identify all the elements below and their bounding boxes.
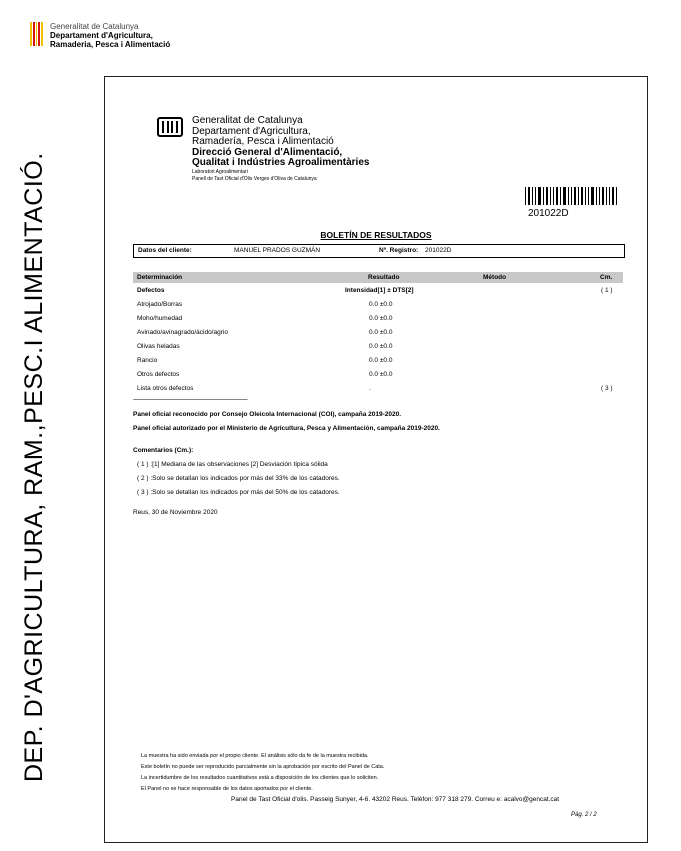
- row-determinacion: Atrojado/Borras: [137, 301, 183, 308]
- table-row: [133, 287, 623, 299]
- document-title: BOLETÍN DE RESULTADOS: [320, 230, 432, 240]
- inst-line4: Direcció General d'Alimentació,: [192, 146, 343, 158]
- header-line1: Generalitat de Catalunya: [50, 22, 139, 31]
- header-resultado: Resultado: [368, 274, 400, 281]
- registro-value: 201022D: [425, 247, 452, 254]
- table-row: [133, 357, 623, 369]
- document-title-wrap: [105, 225, 647, 243]
- header-line3: Ramaderia, Pesca i Alimentació: [50, 40, 171, 49]
- table-row: [133, 329, 623, 341]
- comment-item: ( 3 ) :Solo se detallan los indicados por más del 50% de los catadores.: [137, 489, 340, 496]
- comment-item: ( 2 ) :Solo se detallan los indicados por más del 33% de los catadores.: [137, 475, 340, 482]
- row-resultado: Intensidad[1] ± DTS[2]: [345, 287, 414, 294]
- header-line2: Departament d'Agricultura,: [50, 31, 153, 40]
- row-determinacion: Defectos: [137, 287, 165, 294]
- row-determinacion: Rancio: [137, 357, 158, 364]
- row-determinacion: Moho/humedad: [137, 315, 183, 322]
- header-cm: Cm.: [600, 274, 613, 281]
- client-name: MANUEL PRADOS GUZMÁN: [234, 247, 321, 254]
- footnote: Este boletín no puede ser reproducido parcialmente sin la aprobación por escrito del Panel de Cata.: [141, 764, 385, 770]
- document-date: Reus, 30 de Noviembre 2020: [133, 509, 218, 516]
- footnote: La incertidumbre de los resultados cuantitativos está a disposición de los clientes que lo soliciten.: [141, 775, 379, 781]
- footnote: La muestra ha sido enviada por el propio cliente. El análisis sólo da fe de la muestra recibida.: [141, 753, 369, 759]
- separator-dashes: -------------------------------------------------------------------------: [133, 396, 248, 403]
- institution-block: [157, 116, 369, 183]
- barcode-number: 201022D: [528, 208, 569, 219]
- table-row: [133, 343, 623, 355]
- row-cm: ( 3 ): [601, 385, 613, 392]
- generalitat-stripes-icon: [30, 22, 44, 46]
- barcode-icon: [525, 187, 621, 205]
- table-header: [133, 272, 623, 283]
- inst-line1: Generalitat de Catalunya: [192, 115, 303, 126]
- table-row: [133, 371, 623, 383]
- row-determinacion: Olivas heladas: [137, 343, 180, 350]
- client-box: [133, 244, 625, 258]
- row-resultado: 0.0 ±0.0: [369, 357, 393, 364]
- header-metodo: Método: [483, 274, 507, 281]
- row-resultado: 0.0 ±0.0: [369, 371, 393, 378]
- row-determinacion: Avinado/avinagrado/ácido/agrio: [137, 329, 228, 336]
- inst-line6: Laboratori Agroalimentari: [192, 168, 248, 175]
- client-label: Datos del cliente:: [138, 247, 192, 254]
- footer-contact: Panel de Tast Oficial d'olis. Passeig Sunyer, 4-6. 43202 Reus. Telèfon: 977 318 279. Correu e: acalvo@gencat.cat: [231, 796, 560, 803]
- comment-item: ( 1 ) :[1] Mediana de las observaciones [2] Desviación típica sólida: [137, 461, 328, 468]
- inst-line5: Qualitat i Indústries Agroalimentàries: [192, 157, 370, 168]
- footnote: El Panel no se hace responsable de los datos aportados por el cliente.: [141, 786, 313, 792]
- table-row: [133, 315, 623, 327]
- row-resultado: 0.0 ±0.0: [369, 301, 393, 308]
- header-determinacion: Determinación: [137, 274, 183, 281]
- top-header-text: [50, 22, 170, 49]
- inst-line3: Ramadería, Pesca i Alimentació: [192, 136, 334, 147]
- panel-line-ministerio: Panel oficial autorizado por el Ministerio de Agricultura, Pesca y Alimentación, campaña 2019-2020.: [133, 425, 440, 432]
- generalitat-logo-icon: [157, 117, 183, 137]
- row-determinacion: Otros defectos: [137, 371, 180, 378]
- row-resultado: 0.0 ±0.0: [369, 315, 393, 322]
- row-cm: ( 1 ): [601, 287, 613, 294]
- row-resultado: .: [369, 385, 371, 392]
- inst-line2: Departament d'Agricultura,: [192, 125, 311, 137]
- panel-line-coi: Panel oficial reconocido por Consejo Oleicola Internacional (COI), campaña 2019-2020.: [133, 411, 402, 418]
- row-resultado: 0.0 ±0.0: [369, 329, 393, 336]
- side-vertical-text: DEP. D'AGRICULTURA, RAM.,PESC.I ALIMENTACIÓ.: [20, 152, 48, 782]
- inst-line7: Panell de Tast Oficial d'Olis Verges d'Oliva de Catalunya: [192, 175, 317, 182]
- comments-title: Comentarios (Cm.):: [133, 447, 194, 454]
- page-number: Pág. 2 / 2: [571, 812, 597, 818]
- table-row: [133, 301, 623, 313]
- document-page: [104, 76, 648, 843]
- registro-label: Nº. Registro:: [379, 247, 419, 254]
- row-determinacion: Lista otros defectos: [137, 385, 194, 392]
- row-resultado: 0.0 ±0.0: [369, 343, 393, 350]
- top-header: [30, 22, 170, 49]
